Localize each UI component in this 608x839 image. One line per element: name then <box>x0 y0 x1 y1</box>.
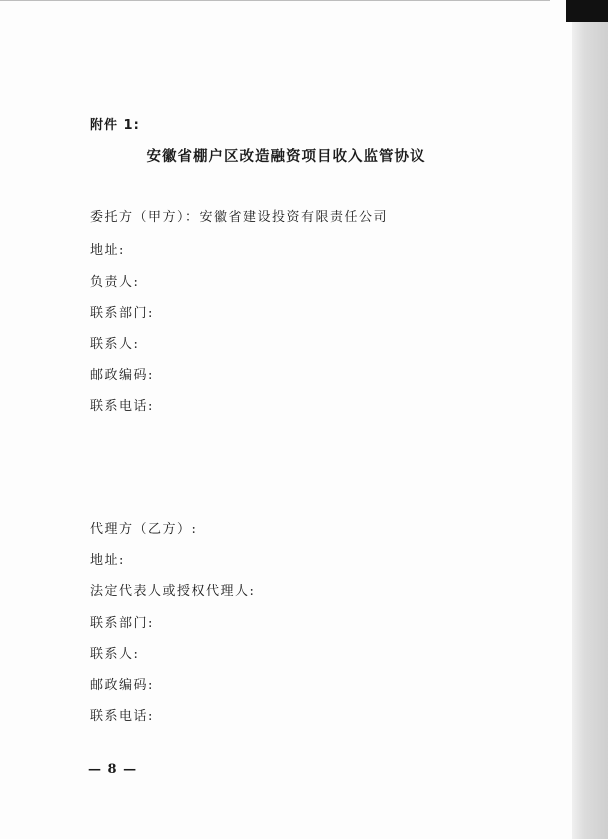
party-a-contact-department: 联系部门: <box>90 306 154 321</box>
page-number: — 8 — <box>88 762 138 777</box>
party-a-address: 地址: <box>90 243 125 258</box>
scan-shadow-edge <box>572 0 608 839</box>
party-b-postal-code: 邮政编码: <box>90 678 154 693</box>
party-a-responsible-person: 负责人: <box>90 275 140 290</box>
party-a-contact-phone: 联系电话: <box>90 399 154 414</box>
party-a-postal-code: 邮政编码: <box>90 368 154 383</box>
party-b-contact-department: 联系部门: <box>90 616 154 631</box>
document-title: 安徽省棚户区改造融资项目收入监管协议 <box>146 149 426 165</box>
party-a-contact-person: 联系人: <box>90 337 140 352</box>
party-b-address: 地址: <box>90 553 125 568</box>
attachment-label: 附件 1: <box>90 118 140 133</box>
party-a-entrust-line: 委托方（甲方）：安徽省建设投资有限责任公司 <box>90 210 389 225</box>
party-b-legal-representative: 法定代表人或授权代理人: <box>90 584 256 599</box>
scan-corner-mark <box>566 0 608 22</box>
scan-top-rule <box>0 0 550 1</box>
party-b-contact-person: 联系人: <box>90 647 140 662</box>
party-b-contact-phone: 联系电话: <box>90 709 154 724</box>
party-b-agent-line: 代理方（乙方）: <box>90 522 198 537</box>
